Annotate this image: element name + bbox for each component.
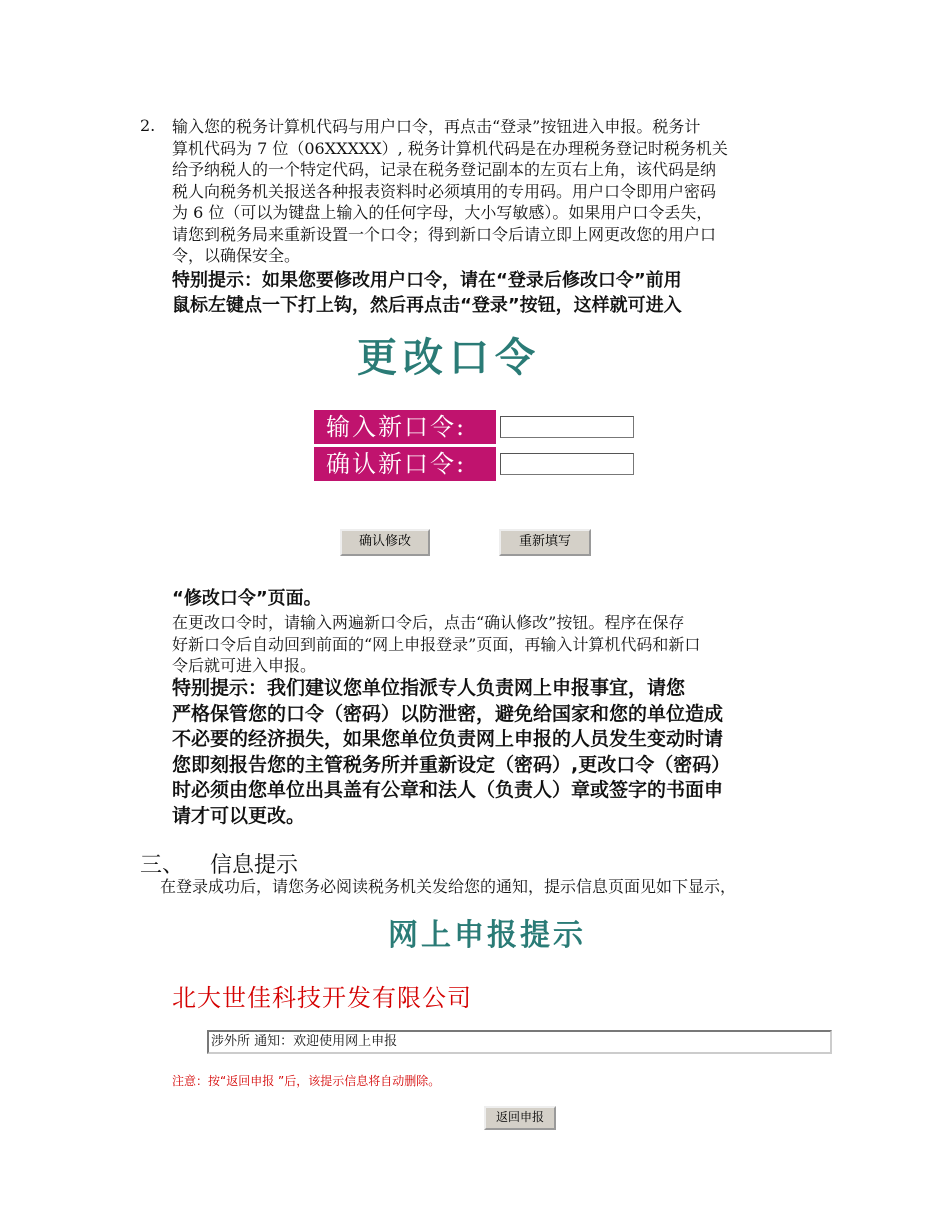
intro-line: 税人向税务机关报送各种报表资料时必须填用的专用码。用户口令即用户密码 [172, 181, 717, 201]
hint-line: 特别提示：我们建议您单位指派专人负责网上申报事宜，请您 [172, 677, 686, 699]
change-instructions [172, 612, 812, 677]
hint-line: 请才可以更改。 [172, 804, 306, 827]
hint-line: 不必要的经济损失，如果您单位负责网上申报的人员发生变动时请 [172, 728, 724, 750]
hint-line: 严格保管您的口令（密码）以防泄密，避免给国家和您的单位造成 [172, 702, 724, 725]
notice-page-title: 网上申报提示 [388, 918, 586, 953]
new-password-input[interactable] [500, 416, 634, 438]
confirm-password-input[interactable] [500, 453, 634, 475]
intro-line: 给予纳税人的一个特定代码，记录在税务登记副本的左页右上角，该代码是纳 [172, 160, 717, 179]
intro-line: 输入您的税务计算机代码与用户口令，再点击“登录”按钮进入申报。税务计 [172, 117, 701, 136]
section-number: 三、 [140, 853, 185, 878]
hint-line: 您即刻报告您的主管税务所并重新设定（密码）,更改口令（密码） [172, 753, 731, 776]
section-heading [140, 848, 298, 879]
hint-line: 时必须由您单位出具盖有公章和法人（负责人）章或签字的书面申 [172, 779, 724, 801]
special-hint-security [172, 676, 730, 829]
intro-line: 令，以确保安全。 [172, 246, 301, 265]
new-password-row [314, 408, 634, 445]
confirm-password-label: 确认新口令: [314, 447, 496, 481]
instruction-line: 令后就可进入申报。 [172, 656, 317, 675]
change-password-form [314, 408, 634, 482]
confirm-password-row [314, 445, 634, 482]
reset-button[interactable]: 重新填写 [499, 529, 591, 556]
instruction-line: 在更改口令时，请输入两遍新口令后，点击“确认修改”按钮。程序在保存 [172, 613, 685, 632]
notice-message-box: 涉外所 通知：欢迎使用网上申报 [207, 1030, 832, 1054]
item-number: 2. [140, 116, 156, 135]
instruction-line: 好新口令后自动回到前面的“网上申报登录”页面，再输入计算机代码和新口 [172, 634, 701, 654]
notice-note: 注意：按“返回申报 ”后，该提示信息将自动删除。 [172, 1074, 441, 1088]
info-paragraph: 在登录成功后，请您务必阅读税务机关发给您的通知，提示信息页面见如下显示， [160, 877, 737, 896]
intro-line: 算机代码为 7 位（06XXXXX）, 税务计算机代码是在办理税务登记时税务机关 [172, 138, 728, 158]
change-password-title: 更改口令 [357, 335, 541, 381]
confirm-change-button[interactable]: 确认修改 [340, 529, 430, 556]
intro-line: 为 6 位（可以为键盘上输入的任何字母，大小写敏感）。如果用户口令丢失， [172, 203, 713, 222]
section-title: 信息提示 [210, 853, 299, 878]
intro-line: 请您到税务局来重新设置一个口令；得到新口令后请立即上网更改您的用户口 [172, 224, 717, 244]
company-name: 北大世佳科技开发有限公司 [172, 984, 472, 1012]
hint-line: 鼠标左键点一下打上钩，然后再点击“登录”按钮，这样就可进入 [172, 295, 682, 316]
special-hint-login [172, 268, 682, 318]
new-password-label: 输入新口令: [314, 410, 496, 444]
return-to-filing-button[interactable]: 返回申报 [484, 1106, 556, 1130]
hint-line: 特别提示：如果您要修改用户口令，请在“登录后修改口令”前用 [172, 270, 682, 291]
intro-paragraph [172, 116, 812, 267]
page-caption: “修改口令”页面。 [172, 588, 322, 609]
